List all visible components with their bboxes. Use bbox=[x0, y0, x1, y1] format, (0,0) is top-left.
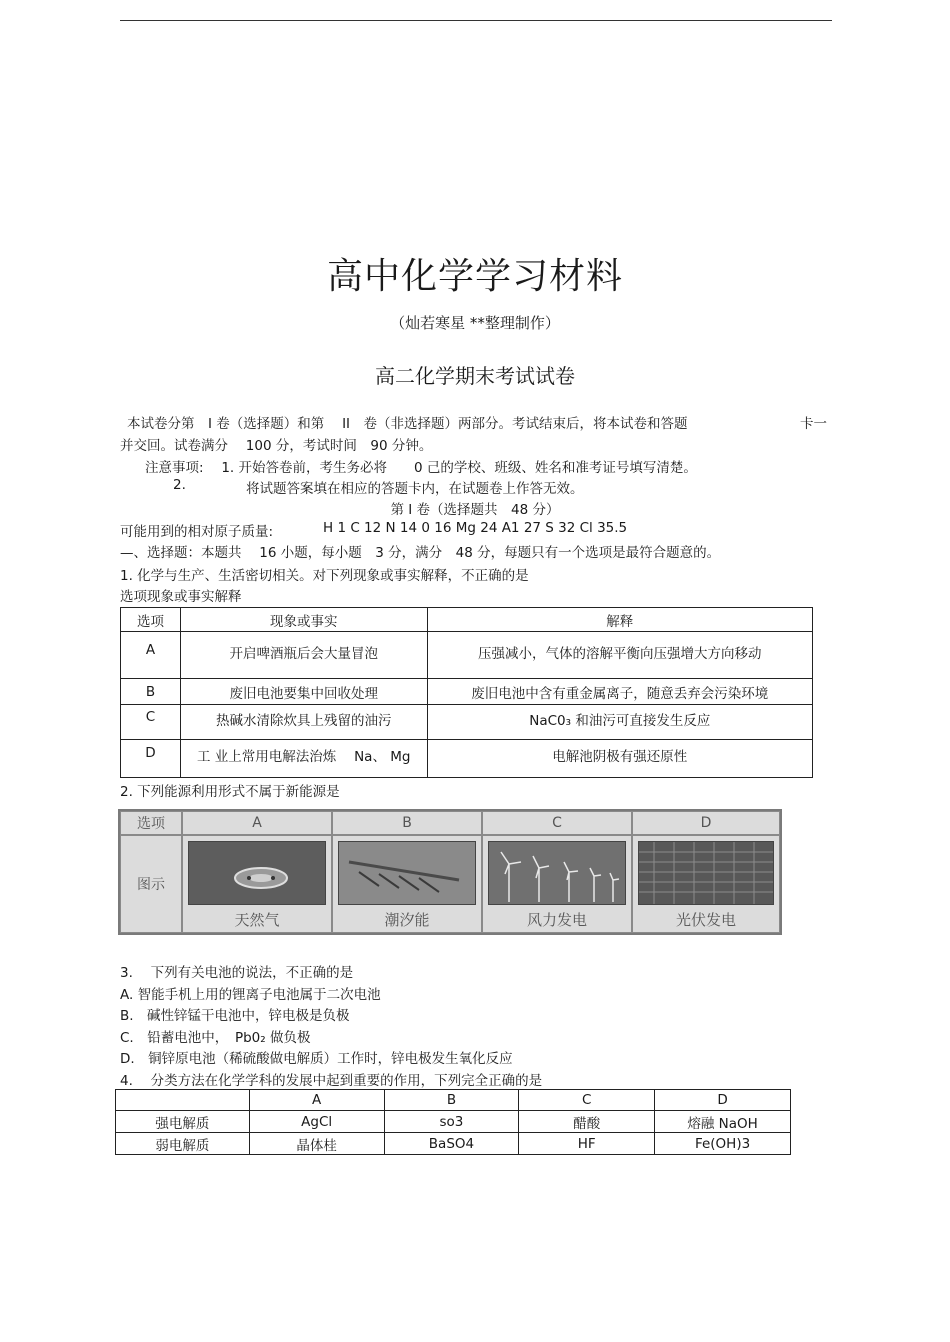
question-3-option-a: A. 智能手机上用的锂离子电池属于二次电池 bbox=[120, 987, 381, 1003]
question-2-stem: 2. 下列能源利用形式不属于新能源是 bbox=[120, 784, 340, 800]
table-cell: 晶体桂 bbox=[249, 1133, 384, 1155]
tidal-energy-photo bbox=[338, 841, 476, 905]
section-header: 第 I 卷（选择题共 48 分） bbox=[390, 502, 560, 518]
option-header: A bbox=[182, 811, 332, 835]
exam-title: 高二化学期末考试试卷 bbox=[375, 364, 575, 388]
question-3-option-b: B. 碱性锌锰干电池中，锌电极是负极 bbox=[120, 1008, 350, 1024]
table-header-row bbox=[121, 608, 813, 632]
table-cell: 热碱水清除炊具上残留的油污 bbox=[180, 705, 427, 740]
question-3-stem: 3. 下列有关电池的说法，不正确的是 bbox=[120, 965, 354, 981]
question-1-table bbox=[120, 607, 813, 778]
table-cell: so3 bbox=[384, 1111, 519, 1133]
table-header-cell: C bbox=[519, 1090, 655, 1111]
table-row bbox=[116, 1111, 791, 1133]
wind-power-photo bbox=[488, 841, 626, 905]
image-caption: 潮汐能 bbox=[384, 911, 430, 929]
table-cell: 开启啤酒瓶后会大量冒泡 bbox=[180, 632, 427, 679]
question-1-subheading: 选项现象或事实解释 bbox=[120, 589, 242, 605]
table-header-cell: A bbox=[249, 1090, 384, 1111]
table-cell: HF bbox=[519, 1133, 655, 1155]
table-cell: 废旧电池要集中回收处理 bbox=[180, 679, 427, 705]
top-rule bbox=[120, 20, 832, 21]
part-one-instructions: —、选择题：本题共 16 小题，每小题 3 分，满分 48 分，每题只有一个选项是最符合题意的。 bbox=[120, 545, 721, 561]
table-header-cell: B bbox=[384, 1090, 519, 1111]
image-caption: 天然气 bbox=[234, 911, 280, 929]
notice-2-text: 将试题答案填在相应的答题卡内，在试题卷上作答无效。 bbox=[246, 481, 584, 497]
table-cell: C bbox=[121, 705, 181, 740]
question-2-image-table bbox=[118, 809, 782, 935]
question-3-option-c: C. 铅蓄电池中， Pb0₂ 做负极 bbox=[120, 1030, 311, 1046]
wind-turbine-icon bbox=[489, 842, 626, 905]
intro-line-1: 本试卷分第 I 卷（选择题）和第 II 卷（非选择题）两部分。考试结束后，将本试卷和答题 bbox=[127, 416, 688, 432]
table-cell: 电解池阴极有强还原性 bbox=[427, 740, 812, 778]
table-cell: 弱电解质 bbox=[116, 1133, 250, 1155]
table-header-row bbox=[116, 1090, 791, 1111]
page-subtitle: （灿若寒星 **整理制作） bbox=[390, 314, 560, 332]
table-cell: 熔融 NaOH bbox=[655, 1111, 791, 1133]
question-3-option-d: D. 铜锌原电池（稀硫酸做电解质）工作时，锌电极发生氧化反应 bbox=[120, 1051, 513, 1067]
photovoltaic-photo bbox=[638, 841, 774, 905]
table-cell: A bbox=[121, 632, 181, 679]
question-4-stem: 4. 分类方法在化学学科的发展中起到重要的作用，下列完全正确的是 bbox=[120, 1073, 543, 1089]
gas-flame-icon bbox=[189, 842, 326, 905]
image-caption: 风力发电 bbox=[526, 911, 587, 929]
table-header-cell bbox=[116, 1090, 250, 1111]
option-header: B bbox=[332, 811, 482, 835]
table-cell: BaSO4 bbox=[384, 1133, 519, 1155]
tidal-waves-icon bbox=[339, 842, 476, 905]
notice-1: 注意事项: 1. 开始答卷前，考生务必将 0 己的学校、班级、姓名和准考证号填写清楚。 bbox=[145, 460, 697, 476]
option-header: C bbox=[482, 811, 632, 835]
table-cell: AgCl bbox=[249, 1111, 384, 1133]
table-header-cell: 现象或事实 bbox=[180, 608, 427, 632]
page-title: 高中化学学习材料 bbox=[326, 256, 623, 297]
solar-panel-icon bbox=[639, 842, 774, 905]
table-row bbox=[121, 705, 813, 740]
notice-2-number: 2. bbox=[173, 477, 186, 493]
table-row bbox=[121, 740, 813, 778]
table-header-cell: 选项 bbox=[121, 608, 181, 632]
intro-line-1-end: 卡一 bbox=[800, 416, 827, 432]
image-caption: 光伏发电 bbox=[675, 911, 736, 929]
images-row-label: 图示 bbox=[120, 835, 182, 933]
table-cell: Fe(OH)3 bbox=[655, 1133, 791, 1155]
table-cell: NaC0₃ 和油污可直接发生反应 bbox=[427, 705, 812, 740]
table-header-cell: D bbox=[655, 1090, 791, 1111]
table-cell: B bbox=[121, 679, 181, 705]
option-header: D bbox=[632, 811, 780, 835]
table-cell: 工 业上常用电解法治炼 Na、 Mg bbox=[180, 740, 427, 778]
table-header-cell: 解释 bbox=[427, 608, 812, 632]
natural-gas-photo bbox=[188, 841, 326, 905]
table-row bbox=[116, 1133, 791, 1155]
atomic-mass-label: 可能用到的相对原子质量: bbox=[120, 524, 274, 540]
table-cell: D bbox=[121, 740, 181, 778]
table-cell: 压强减小，气体的溶解平衡向压强增大方向移动 bbox=[427, 632, 812, 679]
intro-line-2: 并交回。试卷满分 100 分，考试时间 90 分钟。 bbox=[120, 438, 433, 454]
table-cell: 强电解质 bbox=[116, 1111, 250, 1133]
table-cell: 醋酸 bbox=[519, 1111, 655, 1133]
options-row-label: 选项 bbox=[120, 811, 182, 835]
table-row bbox=[121, 679, 813, 705]
question-1-stem: 1. 化学与生产、生活密切相关。对下列现象或事实解释，不正确的是 bbox=[120, 568, 529, 584]
atomic-mass-values: H 1 C 12 N 14 0 16 Mg 24 A1 27 S 32 Cl 35.5 bbox=[323, 520, 628, 536]
question-4-table bbox=[115, 1089, 791, 1155]
table-cell: 废旧电池中含有重金属离子，随意丢弃会污染环境 bbox=[427, 679, 812, 705]
table-row bbox=[121, 632, 813, 679]
